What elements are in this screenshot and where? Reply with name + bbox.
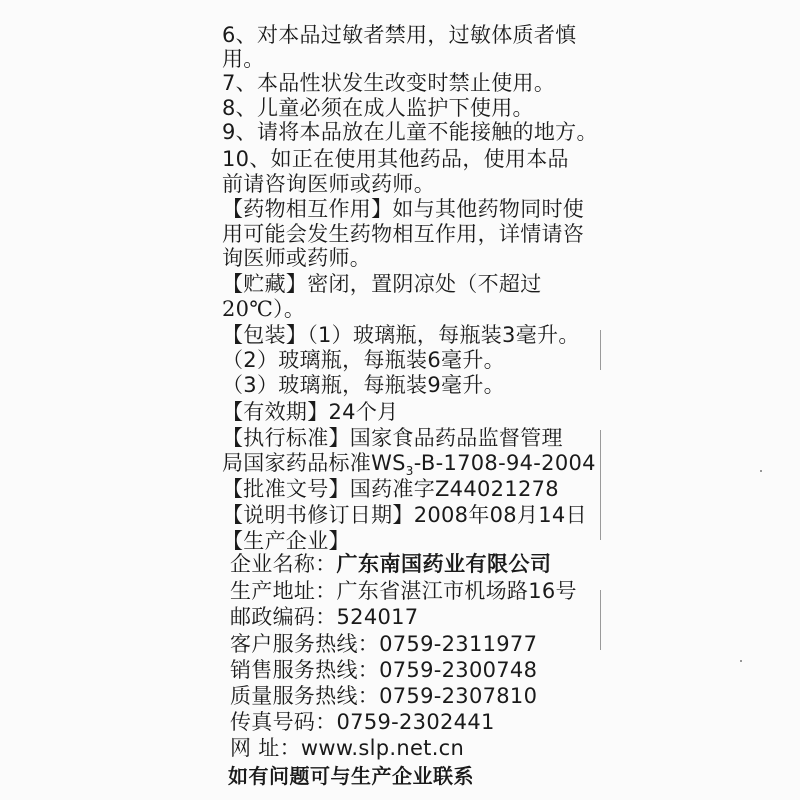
section-approval: 【批准文号】国药准字Z44021278 <box>222 477 559 501</box>
text-line: 用。 <box>222 47 265 71</box>
section-standard: 【执行标准】国家食品药品监督管理 <box>222 426 563 450</box>
scan-speck <box>760 470 762 472</box>
customer-service-hotline: 客户服务热线：0759-2311977 <box>230 632 538 656</box>
standard-number: 局国家药品标准$WS_3-B-1708-94-2004$ <box>222 451 596 479</box>
text-line: 8、儿童必须在成人监护下使用。 <box>222 96 534 120</box>
text-line: 询医师或药师。 <box>222 246 372 270</box>
scan-speck <box>740 660 742 662</box>
company-postcode: 邮政编码：524017 <box>230 605 419 629</box>
text-line: （3）玻璃瓶，每瓶装9毫升。 <box>222 373 505 397</box>
section-package: 【包装】（1）玻璃瓶，每瓶装3毫升。 <box>222 323 580 347</box>
scan-edge <box>600 590 601 650</box>
section-manufacturer: 【生产企业】 <box>222 529 350 553</box>
text-line: 7、本品性状发生改变时禁止使用。 <box>222 71 556 95</box>
text-line: 用可能会发生药物相互作用，详情请咨 <box>222 222 585 246</box>
text-line: 6、对本品过敏者禁用，过敏体质者慎 <box>222 23 577 47</box>
section-storage: 【贮藏】密闭，置阴凉处（不超过 <box>222 272 542 296</box>
company-name-line: 企业名称：广东南国药业有限公司 <box>230 552 552 576</box>
footer-note: 如有问题可与生产企业联系 <box>228 764 474 788</box>
text-line: 20℃）。 <box>222 297 306 321</box>
company-address: 生产地址：广东省湛江市机场路16号 <box>230 579 577 603</box>
website: 网 址：www.slp.net.cn <box>230 736 465 760</box>
section-validity: 【有效期】24个月 <box>222 400 399 424</box>
text-line: 9、请将本品放在儿童不能接触的地方。 <box>222 120 598 144</box>
quality-hotline: 质量服务热线：0759-2307810 <box>230 684 538 708</box>
text-line: （2）玻璃瓶，每瓶装6毫升。 <box>222 348 505 372</box>
text-line: 10、如正在使用其他药品，使用本品 <box>222 147 569 171</box>
scan-edge <box>600 430 601 540</box>
text-line: 前请咨询医师或药师。 <box>222 172 435 196</box>
section-interactions: 【药物相互作用】如与其他药物同时使 <box>222 197 585 221</box>
sales-hotline: 销售服务热线：0759-2300748 <box>230 658 538 682</box>
section-revision: 【说明书修订日期】2008年08月14日 <box>222 503 587 527</box>
fax-number: 传真号码：0759-2302441 <box>230 710 495 734</box>
scan-edge <box>600 330 601 370</box>
